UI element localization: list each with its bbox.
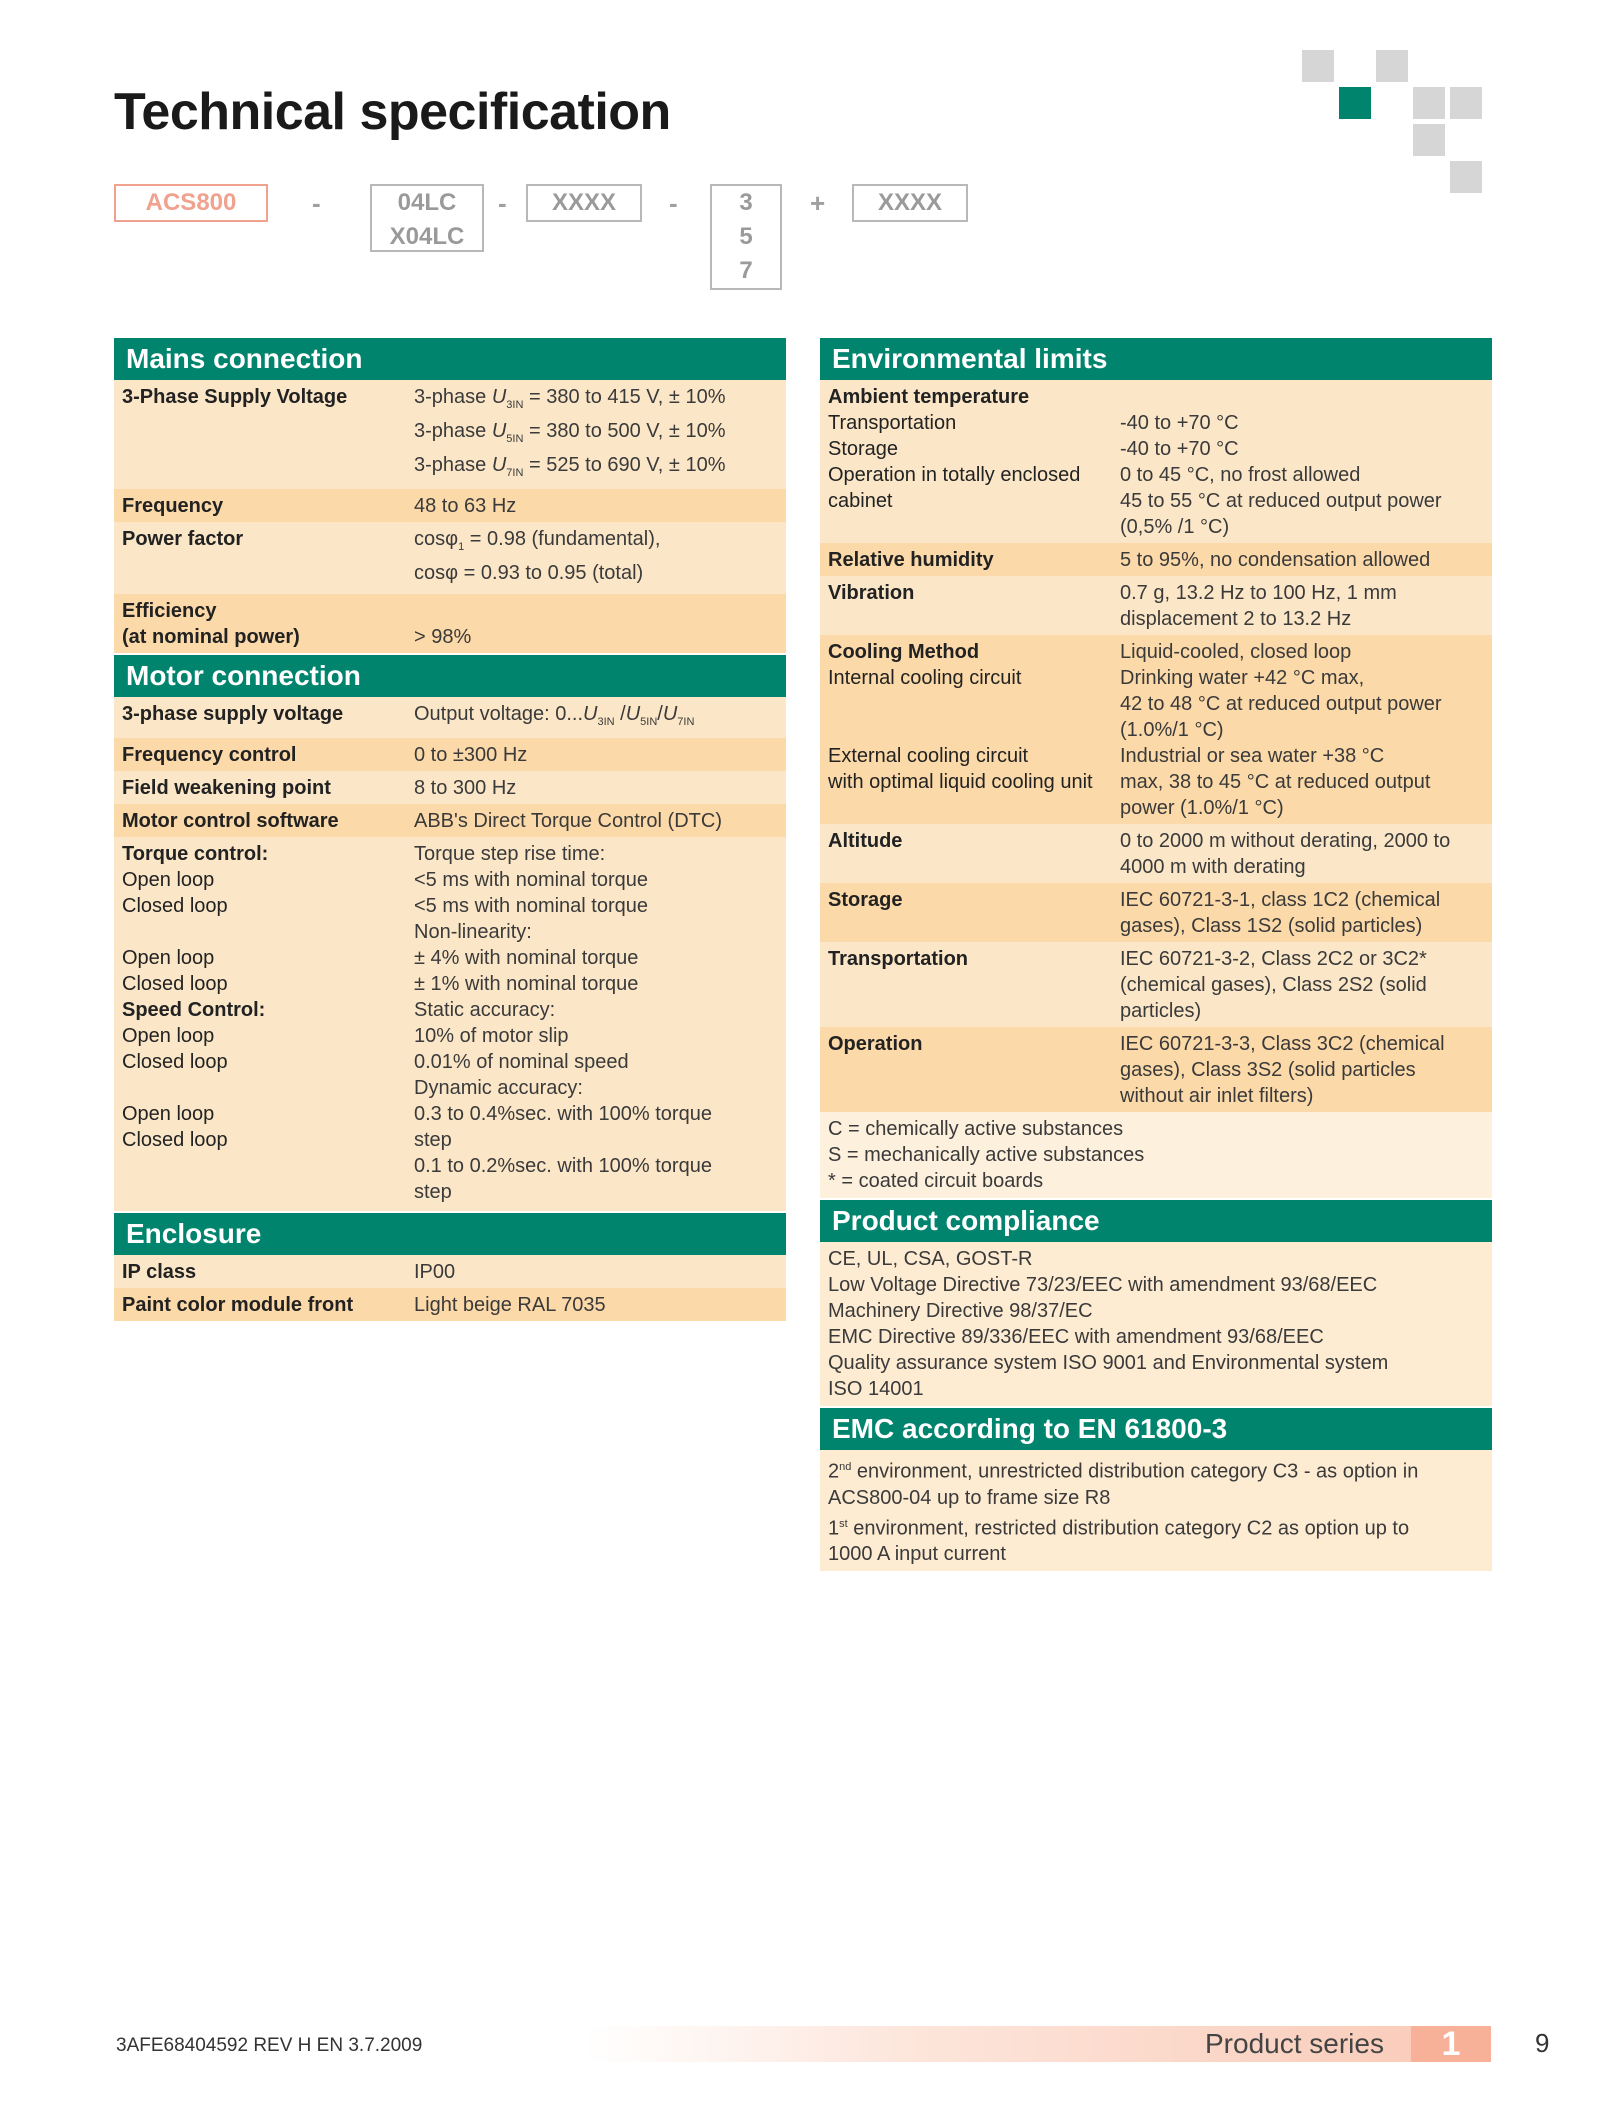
code-separator: + — [810, 188, 826, 218]
product-series-label: Product series — [1205, 2028, 1384, 2059]
table-row — [114, 804, 786, 837]
row-value: 0.7 g, 13.2 Hz to 100 Hz, 1 mm displacement 2 to 13.2 Hz — [1120, 582, 1397, 630]
row-value: 5 to 95%, no condensation allowed — [1120, 549, 1431, 571]
series-number-badge: 1 — [1411, 2026, 1491, 2062]
code-option: 04LC — [397, 189, 457, 216]
row-label: Frequency — [122, 495, 224, 517]
section-heading-motor: Motor connection — [114, 655, 786, 697]
table-row — [114, 771, 786, 804]
code-separator: - — [669, 188, 678, 218]
code-box-voltage — [710, 184, 782, 290]
row-label: 3-Phase Supply Voltage — [122, 386, 348, 408]
row-value: Torque step rise time: <5 ms with nominal torque <5 ms with nominal torque Non-linearity: ± 4% with nominal torque ± 1% with nominal torque Static accuracy: 10% of motor slip 0.01% of nominal speed Dynamic accuracy: 0.3 to 0.4%sec. with 100% torque step 0.1 to 0.2%sec. with 100% torque step — [414, 843, 712, 1203]
page-number: 9 — [1535, 2028, 1550, 2058]
code-box-options: XXXX — [852, 184, 968, 222]
row-label: Efficiency (at nominal power) — [122, 600, 300, 648]
table-row — [114, 1288, 786, 1321]
row-label: 3-phase supply voltage — [122, 703, 344, 725]
row-value: 0 to 2000 m without derating, 2000 to 4000 m with derating — [1120, 830, 1451, 878]
row-value: ABB's Direct Torque Control (DTC) — [414, 810, 722, 832]
table-row — [114, 522, 786, 594]
row-value: > 98% — [414, 626, 472, 648]
row-label: Motor control software — [122, 810, 339, 832]
row-value: -40 to +70 °C -40 to +70 °C 0 to 45 °C, no frost allowed 45 to 55 °C at reduced output power (0,5% /1 °C) — [1120, 412, 1442, 538]
row-value: IP00 — [414, 1261, 456, 1283]
page-title: Technical specification — [114, 83, 671, 141]
table-row — [114, 1255, 786, 1288]
code-box-rating: XXXX — [526, 184, 642, 222]
row-label: Power factor — [122, 528, 244, 550]
code-box-product: ACS800 — [114, 184, 268, 222]
table-row — [820, 883, 1492, 942]
section-heading-emc: EMC according to EN 61800-3 — [820, 1408, 1492, 1450]
row-label: Operation — [828, 1033, 923, 1055]
row-label: Altitude — [828, 830, 903, 852]
code-box-variant — [370, 184, 484, 252]
row-value: 8 to 300 Hz — [414, 777, 517, 799]
row-value: IEC 60721-3-2, Class 2C2 or 3C2* (chemical gases), Class 2S2 (solid particles) — [1120, 948, 1427, 1022]
code-option: X04LC — [389, 223, 465, 250]
code-option: 7 — [739, 257, 753, 284]
table-row — [820, 1027, 1492, 1112]
row-label: Transportation — [828, 948, 969, 970]
row-label: Vibration — [828, 582, 915, 604]
row-value: Liquid-cooled, closed loop Drinking water +42 °C max, 42 to 48 °C at reduced output power (1.0%/1 °C) Industrial or sea water +38 °C max, 38 to 45 °C at reduced output power (1.0%/1 °C) — [1120, 641, 1442, 819]
row-label: Cooling Method Internal cooling circuit External cooling circuit with optimal liquid cooling unit — [828, 641, 1093, 793]
emc-text: 2nd environment, unrestricted distribution category C3 - as option in ACS800-04 up to frame size R8 1st environment, restricted distribution category C2 as option up to 1000 A input current — [820, 1450, 1492, 1571]
row-label: Field weakening point — [122, 777, 331, 799]
left-column — [114, 336, 786, 1321]
section-heading-enclosure: Enclosure — [114, 1213, 786, 1255]
table-row — [114, 738, 786, 771]
row-value: Output voltage: $0...U_{3IN}$ $/U_{5IN}/U_{7IN}$ — [414, 703, 695, 728]
table-row — [820, 380, 1492, 543]
table-row — [820, 824, 1492, 883]
row-value: IEC 60721-3-1, class 1C2 (chemical gases), Class 1S2 (solid particles) — [1120, 889, 1441, 937]
section-heading-mains: Mains connection — [114, 338, 786, 380]
table-row — [114, 380, 786, 489]
code-separator: - — [498, 188, 507, 218]
document-code: 3AFE68404592 REV H EN 3.7.2009 — [116, 2035, 423, 2056]
table-row — [820, 543, 1492, 576]
code-separator: - — [312, 188, 321, 218]
table-row — [820, 942, 1492, 1027]
right-column — [820, 336, 1492, 1571]
table-row — [820, 635, 1492, 824]
code-option: 5 — [739, 223, 753, 250]
environment-notes: C = chemically active substances S = mechanically active substances * = coated circuit boards — [820, 1112, 1492, 1198]
section-heading-compliance: Product compliance — [820, 1200, 1492, 1242]
table-row — [114, 594, 786, 653]
compliance-text: CE, UL, CSA, GOST-R Low Voltage Directive 73/23/EEC with amendment 93/68/EEC Machinery Directive 98/37/EC EMC Directive 89/336/EEC with amendment 93/68/EEC Quality assurance system ISO 9001 and Environmental system ISO 14001 — [820, 1242, 1492, 1406]
row-value: Light beige RAL 7035 — [414, 1294, 606, 1316]
table-row — [114, 837, 786, 1211]
section-heading-environment: Environmental limits — [820, 338, 1492, 380]
row-value: IEC 60721-3-3, Class 3C2 (chemical gases), Class 3S2 (solid particles without air inlet filters) — [1120, 1033, 1445, 1107]
row-value: 0 to ±300 Hz — [414, 744, 528, 766]
row-value: cosφ$_1$ = 0.98 (fundamental), cosφ = 0.93 to 0.95 (total) — [414, 528, 661, 584]
row-label: Frequency control — [122, 744, 297, 766]
row-label: Relative humidity — [828, 549, 994, 571]
row-label: Paint color module front — [122, 1294, 354, 1316]
table-row — [114, 697, 786, 738]
code-option: 3 — [739, 189, 753, 216]
row-label: Storage — [828, 889, 903, 911]
row-value: 3-phase $U_{3IN} = 380$ to 415 V, ± 10% 3-phase $U_{5IN} = 380$ to 500 V, ± 10% 3-phase $U_{7IN} = 525$ to 690 V, ± 10% — [414, 386, 726, 479]
row-label: IP class — [122, 1261, 197, 1283]
table-row — [820, 576, 1492, 635]
row-label: Torque control: Open loop Closed loop Open loop Closed loop Speed Control: Open loop Closed loop Open loop Closed loop — [122, 843, 269, 1151]
table-row — [114, 489, 786, 522]
row-value: 48 to 63 Hz — [414, 495, 517, 517]
row-label: Ambient temperature Transportation Storage Operation in totally enclosed cabinet — [828, 386, 1081, 512]
